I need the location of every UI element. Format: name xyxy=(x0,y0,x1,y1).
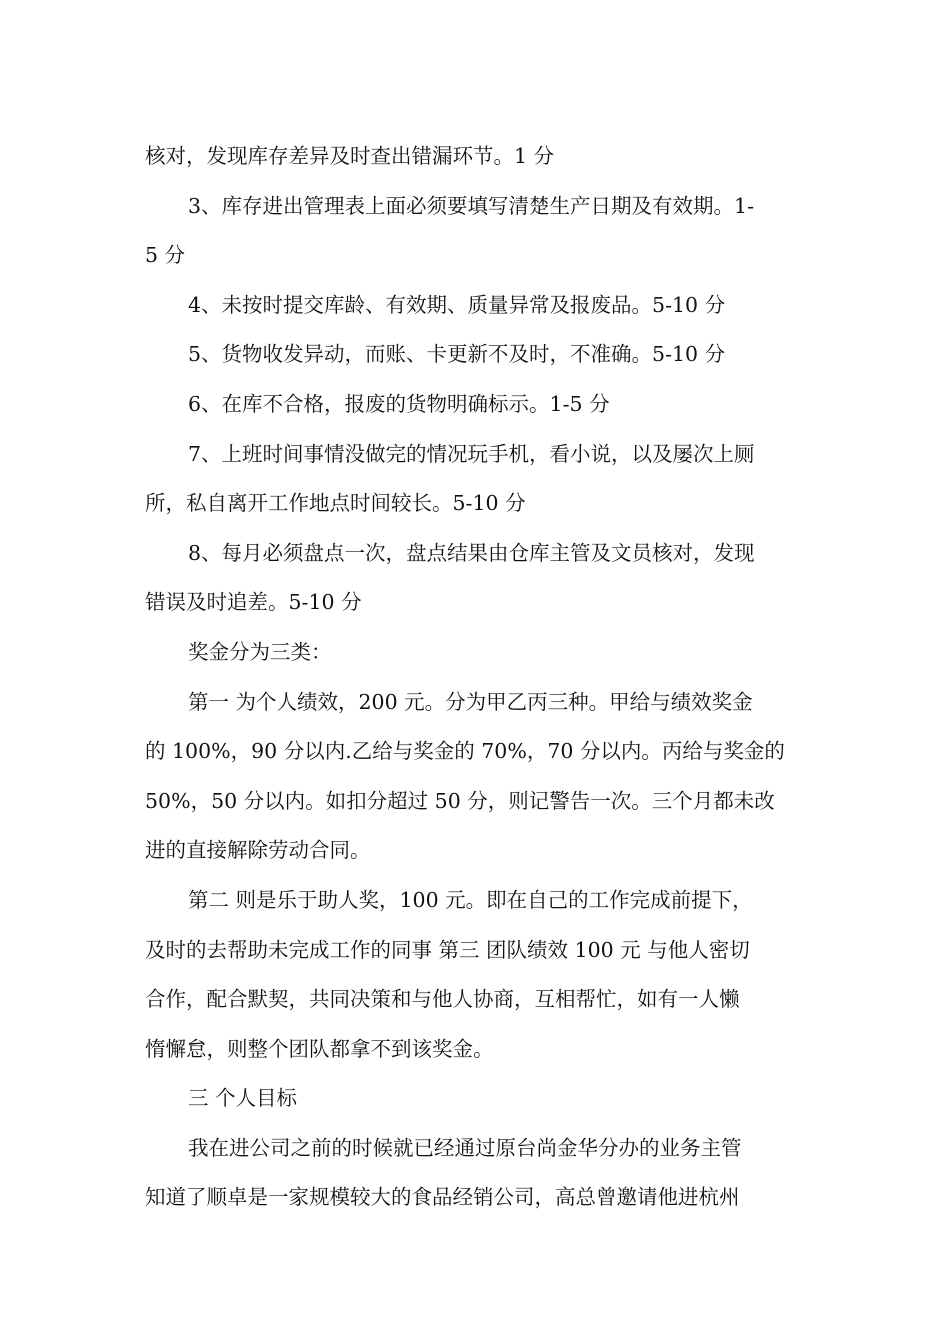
text-line-5: 5、货物收发异动，而账、卡更新不及时，不准确。5-10 分 xyxy=(188,342,726,367)
text-line-17: 及时的去帮助未完成工作的同事 第三 团队绩效 100 元 与他人密切 xyxy=(145,937,750,962)
body-text xyxy=(145,132,807,1223)
text-line-11: 奖金分为三类： xyxy=(188,639,332,664)
text-line-21: 我在进公司之前的时候就已经通过原台尚金华分办的业务主管 xyxy=(188,1135,742,1160)
text-line-4: 4、未按时提交库龄、有效期、质量异常及报废品。5-10 分 xyxy=(188,292,726,317)
text-line-8: 所，私自离开工作地点时间较长。5-10 分 xyxy=(145,491,526,516)
text-line-3: 5 分 xyxy=(145,243,186,268)
text-line-9: 8、每月必须盘点一次，盘点结果由仓库主管及文员核对，发现 xyxy=(188,540,755,565)
text-line-18: 合作，配合默契，共同决策和与他人协商，互相帮忙，如有一人懒 xyxy=(145,987,740,1012)
text-line-16: 第二 则是乐于助人奖，100 元。即在自己的工作完成前提下， xyxy=(188,887,753,912)
text-line-22: 知道了顺卓是一家规模较大的食品经销公司，高总曾邀请他进杭州 xyxy=(145,1185,740,1210)
text-line-15: 进的直接解除劳动合同。 xyxy=(145,838,371,863)
text-line-6: 6、在库不合格，报废的货物明确标示。1-5 分 xyxy=(188,391,610,416)
text-line-13: 的 100%，90 分以内.乙给与奖金的 70%，70 分以内。丙给与奖金的 xyxy=(145,739,785,764)
text-line-19: 惰懈怠，则整个团队都拿不到该奖金。 xyxy=(145,1036,494,1061)
text-line-14: 50%，50 分以内。如扣分超过 50 分，则记警告一次。三个月都未改 xyxy=(145,788,775,813)
text-line-10: 错误及时追差。5-10 分 xyxy=(145,590,362,615)
text-line-2: 3、库存进出管理表上面必须要填写清楚生产日期及有效期。1- xyxy=(188,193,755,218)
text-line-20: 三 个人目标 xyxy=(188,1086,298,1111)
text-line-1: 核对，发现库存差异及时查出错漏环节。1 分 xyxy=(145,144,555,168)
text-line-7: 7、上班时间事情没做完的情况玩手机，看小说，以及屡次上厕 xyxy=(188,441,755,466)
text-line-12: 第一 为个人绩效，200 元。分为甲乙丙三种。甲给与绩效奖金 xyxy=(188,689,753,714)
